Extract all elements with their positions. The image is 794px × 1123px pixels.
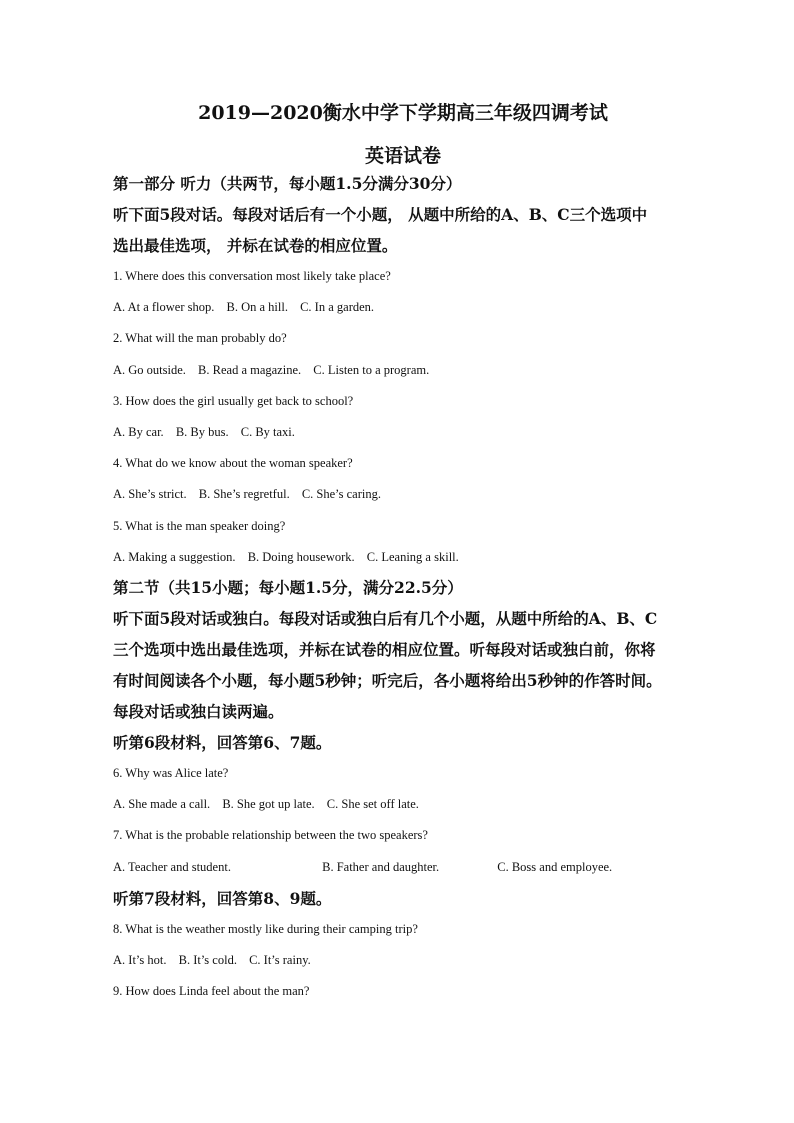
options-row xyxy=(113,479,693,510)
part2-instruction: 每段对话或独白读两遍。 xyxy=(113,702,284,722)
question: 5. What is the man speaker doing? xyxy=(113,518,286,533)
options-row xyxy=(113,542,693,573)
option-a: A. She made a call. xyxy=(113,797,211,812)
option-b: B. Father and daughter. xyxy=(322,859,440,874)
material-heading: 听第7段材料，回答第8、9题。 xyxy=(113,888,332,908)
option-c: C. Leaning a skill. xyxy=(366,549,459,564)
option-a: A. By car. xyxy=(113,425,164,440)
options-row xyxy=(113,852,693,883)
option-b: B. Read a magazine. xyxy=(198,362,302,377)
question: 6. Why was Alice late? xyxy=(113,766,229,781)
option-a: A. Teacher and student. xyxy=(113,859,231,874)
exam-title: 2019—2020衡水中学下学期高三年级四调考试 xyxy=(198,102,608,124)
option-c: C. Listen to a program. xyxy=(313,362,430,377)
part2-heading: 第二节（共15小题；每小题1.5分，满分22.5分） xyxy=(113,578,463,598)
option-c: C. Boss and employee. xyxy=(497,859,613,874)
option-c: C. In a garden. xyxy=(300,300,375,315)
option-a: A. It’s hot. xyxy=(113,953,167,968)
part2-instruction: 有时间阅读各个小题，每小题5秒钟；听完后，各小题将给出5秒钟的作答时间。 xyxy=(113,671,662,691)
option-b: B. By bus. xyxy=(175,425,229,440)
options-row xyxy=(113,355,693,386)
option-b: B. It’s cold. xyxy=(178,953,237,968)
part1-heading: 第一部分 听力（共两节，每小题1.5分满分30分） xyxy=(113,174,462,193)
option-c: C. It’s rainy. xyxy=(249,953,311,968)
option-a: A. Making a suggestion. xyxy=(113,549,236,564)
part2-instruction: 三个选项中选出最佳选项，并标在试卷的相应位置。听每段对话或独白前，你将 xyxy=(113,640,656,660)
question: 3. How does the girl usually get back to school? xyxy=(113,393,354,408)
option-a: A. She’s strict. xyxy=(113,487,187,502)
option-b: B. Doing housework. xyxy=(247,549,355,564)
question: 8. What is the weather mostly like during their camping trip? xyxy=(113,921,418,936)
question: 2. What will the man probably do? xyxy=(113,331,287,346)
part1-instruction: 选出最佳选项， 并标在试卷的相应位置。 xyxy=(113,236,398,255)
option-b: B. On a hill. xyxy=(226,300,288,315)
option-c: C. By taxi. xyxy=(240,425,295,440)
question: 1. Where does this conversation most likely take place? xyxy=(113,269,391,283)
options-row xyxy=(113,417,693,448)
options-row xyxy=(113,945,693,976)
question: 4. What do we know about the woman speaker? xyxy=(113,456,353,471)
part2-instruction: 听下面5段对话或独白。每段对话或独白后有几个小题，从题中所给的A、B、C xyxy=(113,609,658,629)
question: 9. How does Linda feel about the man? xyxy=(113,984,310,999)
exam-subtitle: 英语试卷 xyxy=(364,145,441,167)
part1-instruction: 听下面5段对话。每段对话后有一个小题， 从题中所给的A、B、C三个选项中 xyxy=(113,205,648,224)
option-c: C. She’s caring. xyxy=(301,487,381,502)
option-a: A. At a flower shop. xyxy=(113,300,215,315)
option-a: A. Go outside. xyxy=(113,362,186,377)
option-c: C. She set off late. xyxy=(326,797,419,812)
material-heading: 听第6段材料，回答第6、7题。 xyxy=(113,733,332,753)
options-row xyxy=(113,789,693,820)
option-b: B. She’s regretful. xyxy=(198,487,290,502)
exam-page xyxy=(113,100,693,1007)
option-b: B. She got up late. xyxy=(222,797,315,812)
options-row xyxy=(113,292,693,323)
question: 7. What is the probable relationship between the two speakers? xyxy=(113,828,428,843)
